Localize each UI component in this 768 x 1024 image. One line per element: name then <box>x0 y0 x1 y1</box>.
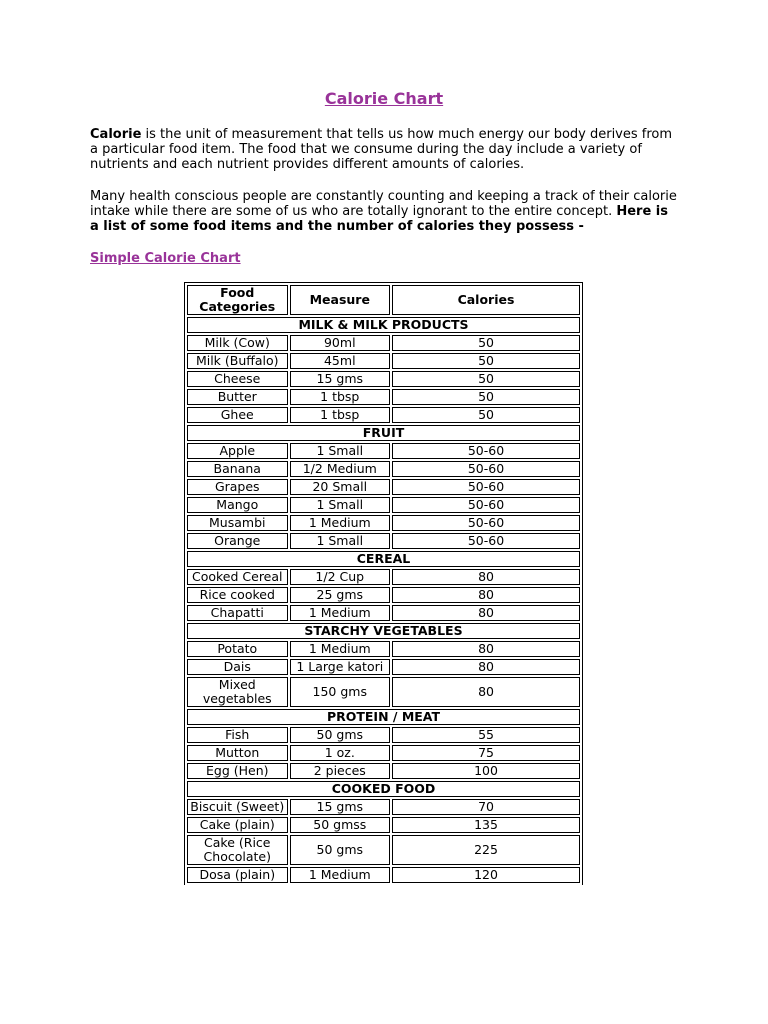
measure-cell: 90ml <box>290 335 391 351</box>
measure-cell: 50 gms <box>290 835 391 865</box>
intro-paragraph-2 <box>90 189 680 234</box>
header-food-categories: Food Categories <box>187 285 288 315</box>
measure-cell: 1 Small <box>290 533 391 549</box>
calories-cell: 225 <box>392 835 580 865</box>
table-row <box>187 497 580 513</box>
table-row <box>187 407 580 423</box>
table-row <box>187 335 580 351</box>
table-row <box>187 533 580 549</box>
category-row <box>187 709 580 725</box>
measure-cell: 1 tbsp <box>290 407 391 423</box>
food-item-cell: Rice cooked <box>187 587 288 603</box>
calories-cell: 50-60 <box>392 497 580 513</box>
table-row <box>187 587 580 603</box>
calorie-table <box>184 282 583 885</box>
food-item-cell: Fish <box>187 727 288 743</box>
food-item-cell: Milk (Buffalo) <box>187 353 288 369</box>
food-item-cell: Butter <box>187 389 288 405</box>
table-row <box>187 443 580 459</box>
food-item-cell: Potato <box>187 641 288 657</box>
table-row <box>187 677 580 707</box>
category-label: MILK & MILK PRODUCTS <box>187 317 580 333</box>
calories-cell: 70 <box>392 799 580 815</box>
calories-cell: 80 <box>392 659 580 675</box>
measure-cell: 1/2 Medium <box>290 461 391 477</box>
calories-cell: 80 <box>392 587 580 603</box>
table-row <box>187 605 580 621</box>
food-item-cell: Musambi <box>187 515 288 531</box>
table-row <box>187 835 580 865</box>
calories-cell: 50 <box>392 407 580 423</box>
food-item-cell: Mango <box>187 497 288 513</box>
table-row <box>187 817 580 833</box>
food-item-cell: Mutton <box>187 745 288 761</box>
measure-cell: 1 Small <box>290 443 391 459</box>
table-row <box>187 371 580 387</box>
measure-cell: 45ml <box>290 353 391 369</box>
table-row <box>187 461 580 477</box>
table-row <box>187 569 580 585</box>
table-row <box>187 515 580 531</box>
measure-cell: 1 Medium <box>290 867 391 883</box>
calories-cell: 80 <box>392 677 580 707</box>
measure-cell: 20 Small <box>290 479 391 495</box>
table-row <box>187 867 580 883</box>
food-item-cell: Cake (plain) <box>187 817 288 833</box>
calories-cell: 50-60 <box>392 461 580 477</box>
food-item-cell: Egg (Hen) <box>187 763 288 779</box>
calories-cell: 55 <box>392 727 580 743</box>
header-calories: Calories <box>392 285 580 315</box>
category-label: CEREAL <box>187 551 580 567</box>
measure-cell: 1 oz. <box>290 745 391 761</box>
measure-cell: 1 Medium <box>290 641 391 657</box>
food-item-cell: Biscuit (Sweet) <box>187 799 288 815</box>
table-row <box>187 745 580 761</box>
calorie-table-container <box>184 282 583 887</box>
calories-cell: 75 <box>392 745 580 761</box>
measure-cell: 1 Large katori <box>290 659 391 675</box>
calories-cell: 100 <box>392 763 580 779</box>
food-item-cell: Orange <box>187 533 288 549</box>
category-row <box>187 317 580 333</box>
measure-cell: 1 Medium <box>290 605 391 621</box>
food-item-cell: Cheese <box>187 371 288 387</box>
table-row <box>187 641 580 657</box>
measure-cell: 50 gmss <box>290 817 391 833</box>
calories-cell: 50 <box>392 371 580 387</box>
measure-cell: 25 gms <box>290 587 391 603</box>
intro-paragraph-2-text: Many health conscious people are constantly counting and keeping a track of their calorie intake while there are some of us who are totally ignorant to the entire concept. <box>90 189 677 219</box>
category-row <box>187 623 580 639</box>
calories-cell: 50 <box>392 389 580 405</box>
measure-cell: 15 gms <box>290 371 391 387</box>
header-measure: Measure <box>290 285 391 315</box>
measure-cell: 150 gms <box>290 677 391 707</box>
food-item-cell: Mixed vegetables <box>187 677 288 707</box>
food-item-cell: Grapes <box>187 479 288 495</box>
table-header-row <box>187 285 580 315</box>
table-row <box>187 727 580 743</box>
table-row <box>187 659 580 675</box>
table-row <box>187 353 580 369</box>
intro-paragraph-1 <box>90 127 680 172</box>
food-item-cell: Ghee <box>187 407 288 423</box>
table-row <box>187 799 580 815</box>
calories-cell: 50-60 <box>392 533 580 549</box>
category-label: COOKED FOOD <box>187 781 580 797</box>
measure-cell: 15 gms <box>290 799 391 815</box>
category-row <box>187 781 580 797</box>
measure-cell: 1/2 Cup <box>290 569 391 585</box>
table-body <box>187 317 580 883</box>
table-row <box>187 389 580 405</box>
food-item-cell: Apple <box>187 443 288 459</box>
food-item-cell: Milk (Cow) <box>187 335 288 351</box>
page-title: Calorie Chart <box>324 89 444 108</box>
measure-cell: 50 gms <box>290 727 391 743</box>
category-label: STARCHY VEGETABLES <box>187 623 580 639</box>
measure-cell: 2 pieces <box>290 763 391 779</box>
measure-cell: 1 Medium <box>290 515 391 531</box>
category-row <box>187 551 580 567</box>
calories-cell: 50-60 <box>392 479 580 495</box>
section-subtitle: Simple Calorie Chart <box>90 251 241 266</box>
food-item-cell: Dosa (plain) <box>187 867 288 883</box>
calories-cell: 80 <box>392 569 580 585</box>
calories-cell: 135 <box>392 817 580 833</box>
category-label: PROTEIN / MEAT <box>187 709 580 725</box>
food-item-cell: Banana <box>187 461 288 477</box>
intro-paragraph-2-emphasis: Here is a list of some food items and the number of calories they possess - <box>90 204 668 234</box>
intro-paragraph-1-text: is the unit of measurement that tells us how much energy our body derives from a particular food item. The food that we consume during the day include a variety of nutrients and each nutrient provides different amounts of calories. <box>90 127 673 172</box>
calories-cell: 50-60 <box>392 443 580 459</box>
category-label: FRUIT <box>187 425 580 441</box>
calories-cell: 120 <box>392 867 580 883</box>
calories-cell: 80 <box>392 605 580 621</box>
food-item-cell: Dais <box>187 659 288 675</box>
food-item-cell: Cake (Rice Chocolate) <box>187 835 288 865</box>
food-item-cell: Cooked Cereal <box>187 569 288 585</box>
table-row <box>187 763 580 779</box>
table-row <box>187 479 580 495</box>
measure-cell: 1 tbsp <box>290 389 391 405</box>
measure-cell: 1 Small <box>290 497 391 513</box>
calories-cell: 50 <box>392 353 580 369</box>
calories-cell: 80 <box>392 641 580 657</box>
calorie-term: Calorie <box>90 127 142 142</box>
category-row <box>187 425 580 441</box>
calories-cell: 50-60 <box>392 515 580 531</box>
calories-cell: 50 <box>392 335 580 351</box>
food-item-cell: Chapatti <box>187 605 288 621</box>
